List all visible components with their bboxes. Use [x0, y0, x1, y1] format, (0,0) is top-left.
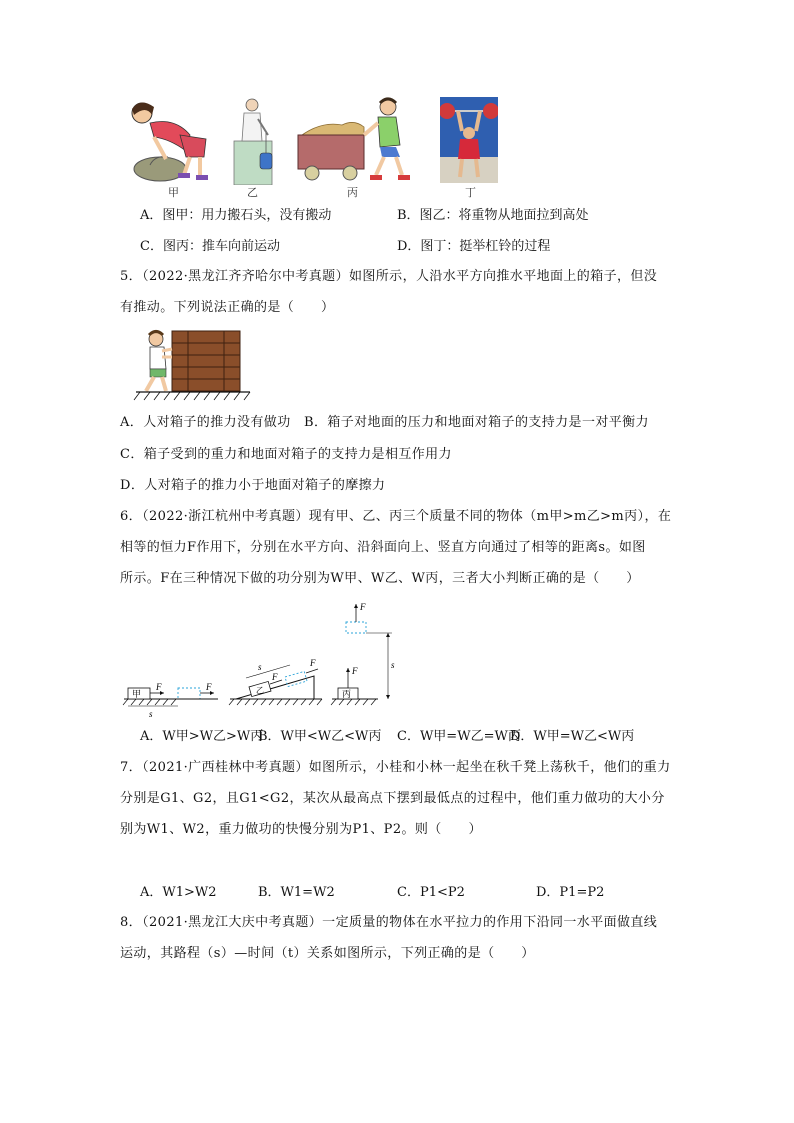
q4-option-b[interactable]: B．图乙：将重物从地面拉到高处 [397, 208, 589, 223]
q6-stem-line1: 6．（2022·浙江杭州中考真题）现有甲、乙、丙三个质量不同的物体（m甲>m乙>m丙），在 [120, 509, 672, 524]
q6-option-c[interactable]: C．W甲=W乙=W丙 [397, 729, 521, 744]
force-label-3: F [272, 672, 278, 682]
q7-option-c[interactable]: C．P1<P2 [397, 885, 465, 900]
q6-option-a[interactable]: A．W甲>W乙>W丙 [140, 729, 264, 744]
distance-label-1: s [149, 709, 153, 719]
caption-yi: 乙 [247, 186, 258, 199]
q4-figure-row [120, 95, 510, 200]
block-bing-label: 丙 [342, 689, 352, 699]
caption-ding: 丁 [465, 186, 476, 199]
man-pushing-cart-illustration [292, 95, 422, 185]
q8-stem-line2: 运动，其路程（s）—时间（t）关系如图所示，下列正确的是（ ） [120, 946, 535, 961]
man-pulling-bucket-illustration [228, 97, 278, 185]
q5-option-a-b[interactable]: A．人对箱子的推力没有做功 B．箱子对地面的压力和地面对箱子的支持力是一对平衡力 [120, 415, 649, 430]
distance-label-2: s [258, 662, 262, 672]
q8-stem-line1: 8．（2021·黑龙江大庆中考真题）一定质量的物体在水平拉力的作用下沿同一水平面做直线 [120, 915, 658, 930]
q6-force-diagram [118, 596, 438, 720]
q6-stem-line3: 所示。F在三种情况下做的功分别为W甲、W乙、W丙，三者大小判断正确的是（ ） [120, 571, 640, 586]
q4-option-a[interactable]: A．图甲：用力搬石头，没有搬动 [140, 208, 332, 223]
force-label-2: F [206, 682, 212, 692]
q4-option-d[interactable]: D．图丁：挺举杠铃的过程 [397, 239, 551, 254]
block-jia-label: 甲 [132, 689, 142, 699]
q5-option-c[interactable]: C．箱子受到的重力和地面对箱子的支持力是相互作用力 [120, 447, 452, 462]
force-label-1: F [156, 682, 162, 692]
block-yi-label: 乙 [256, 686, 264, 695]
person-pushing-box-figure [132, 325, 252, 405]
q6-option-d[interactable]: D．W甲=W乙<W丙 [510, 729, 635, 744]
q7-stem-line2: 分别是G1、G2，且G1<G2，某次从最高点下摆到最低点的过程中，他们重力做功的大小分 [120, 791, 665, 806]
person-lifting-rock-illustration [120, 95, 215, 185]
q7-option-d[interactable]: D．P1=P2 [536, 885, 605, 900]
q7-stem-line1: 7．（2021·广西桂林中考真题）如图所示，小桂和小林一起坐在秋千凳上荡秋千，他们的重力 [120, 760, 671, 775]
q5-option-d[interactable]: D．人对箱子的推力小于地面对箱子的摩擦力 [120, 478, 386, 493]
distance-label-3: s [391, 660, 395, 670]
q5-stem-line2: 有推动。下列说法正确的是（ ） [120, 300, 335, 315]
force-label-5: F [352, 666, 358, 676]
force-label-6: F [360, 602, 366, 612]
force-label-4: F [310, 658, 316, 668]
q7-option-b[interactable]: B．W1=W2 [258, 885, 335, 900]
q6-option-b[interactable]: B．W甲<W乙<W丙 [258, 729, 382, 744]
q7-option-a[interactable]: A．W1>W2 [140, 885, 217, 900]
weightlifter-photo [440, 97, 498, 183]
q6-stem-line2: 相等的恒力F作用下，分别在水平方向、沿斜面向上、竖直方向通过了相等的距离s。如图 [120, 540, 646, 555]
caption-bing: 丙 [347, 186, 358, 199]
q4-option-c[interactable]: C．图丙：推车向前运动 [140, 239, 280, 254]
q7-stem-line3: 别为W1、W2，重力做功的快慢分别为P1、P2。则（ ） [120, 822, 482, 837]
caption-jia: 甲 [168, 186, 179, 199]
q5-stem-line1: 5．（2022·黑龙江齐齐哈尔中考真题）如图所示，人沿水平方向推水平地面上的箱子，但没 [120, 269, 658, 284]
